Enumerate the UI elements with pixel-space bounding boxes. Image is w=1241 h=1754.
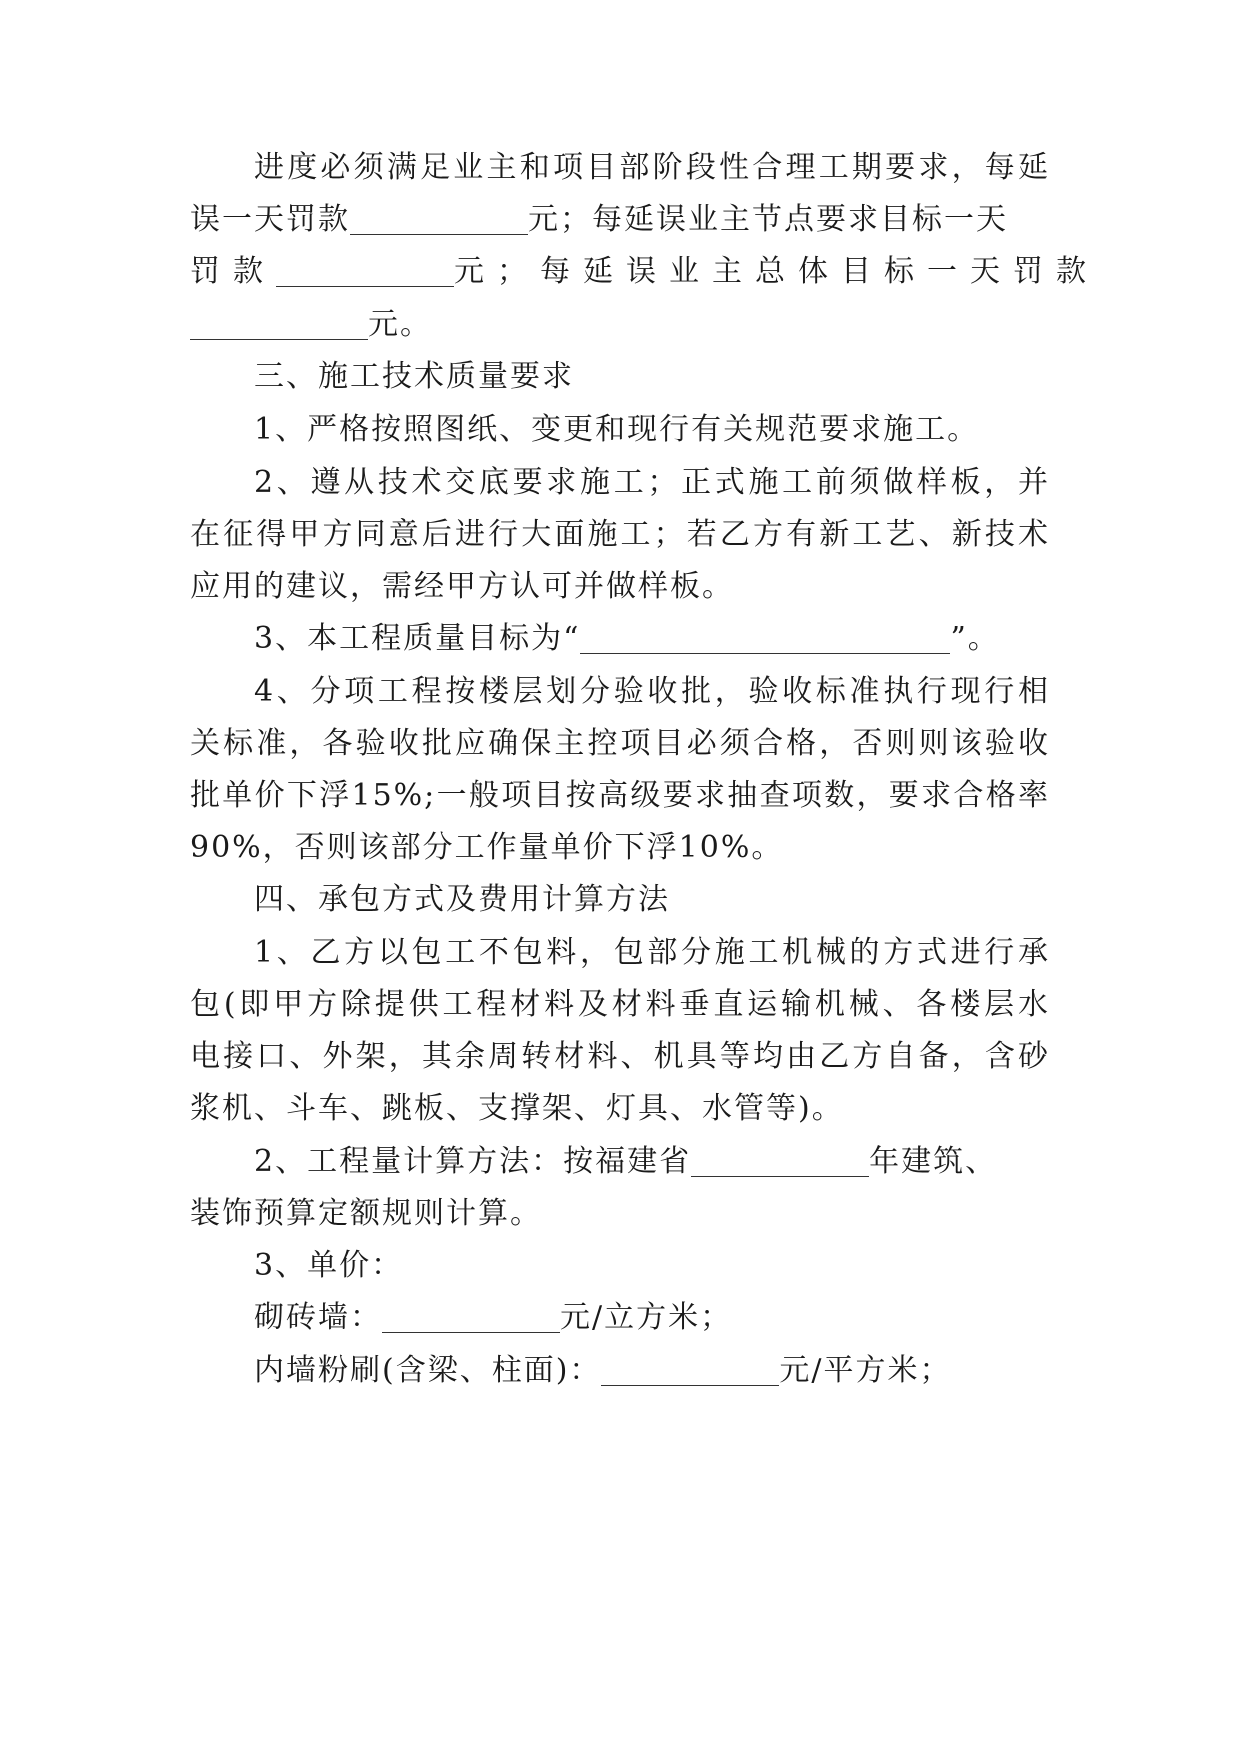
paragraph-line: 1、严格按照图纸、变更和现行有关规范要求施工。 (254, 412, 980, 447)
paragraph-line: 浆机、斗车、跳板、支撑架、灯具、水管等)。 (190, 1091, 844, 1126)
paragraph-line: 3、本工程质量目标为“ ”。 (254, 621, 1000, 656)
paragraph-line: 2、工程量计算方法：按福建省 年建筑、 (254, 1144, 998, 1179)
paragraph-line: 进度必须满足业主和项目部阶段性合理工期要求，每延 (254, 150, 1050, 185)
paragraph-line: 包(即甲方除提供工程材料及材料垂直运输机械、各楼层水 (190, 987, 1050, 1022)
paragraph-line: 元。 (190, 305, 1050, 345)
fill-blank[interactable] (691, 1148, 869, 1177)
section-heading: 三、施工技术质量要求 (254, 359, 574, 394)
paragraph-line: 4、分项工程按楼层划分验收批，验收标准执行现行相 (254, 674, 1050, 709)
fill-blank[interactable] (350, 206, 528, 235)
fill-blank[interactable] (601, 1357, 779, 1386)
paragraph-line: 装饰预算定额规则计算。 (190, 1196, 542, 1231)
fill-blank[interactable] (190, 311, 368, 340)
paragraph-line: 误一天罚款 元；每延误业主节点要求目标一天 (190, 202, 1008, 237)
paragraph-line: 关标准，各验收批应确保主控项目必须合格，否则则该验收 (190, 726, 1050, 761)
paragraph-line: 1、乙方以包工不包料，包部分施工机械的方式进行承 (254, 935, 1050, 970)
paragraph-line: 在征得甲方同意后进行大面施工；若乙方有新工艺、新技术 (190, 517, 1050, 552)
fill-blank[interactable] (276, 258, 454, 287)
price-line: 内墙粉刷(含梁、柱面)： 元/平方米； (254, 1353, 952, 1388)
section-heading: 四、承包方式及费用计算方法 (254, 882, 670, 917)
fill-blank[interactable] (382, 1304, 560, 1333)
paragraph-line: 90%，否则该部分工作量单价下浮10%。 (190, 830, 784, 865)
paragraph-line: 应用的建议，需经甲方认可并做样板。 (190, 569, 734, 604)
paragraph-line: 批单价下浮15%;一般项目按高级要求抽查项数，要求合格率 (190, 778, 1050, 813)
paragraph-line: 罚款 元；每延误业主总体目标一天罚款 (190, 254, 1099, 289)
paragraph-line: 2、遵从技术交底要求施工；正式施工前须做样板，并 (254, 465, 1050, 500)
price-line: 砌砖墙： 元/立方米； (254, 1300, 733, 1335)
fill-blank[interactable] (580, 625, 950, 654)
paragraph-line: 3、单价： (254, 1248, 404, 1283)
paragraph-line: 电接口、外架，其余周转材料、机具等均由乙方自备，含砂 (190, 1039, 1050, 1074)
